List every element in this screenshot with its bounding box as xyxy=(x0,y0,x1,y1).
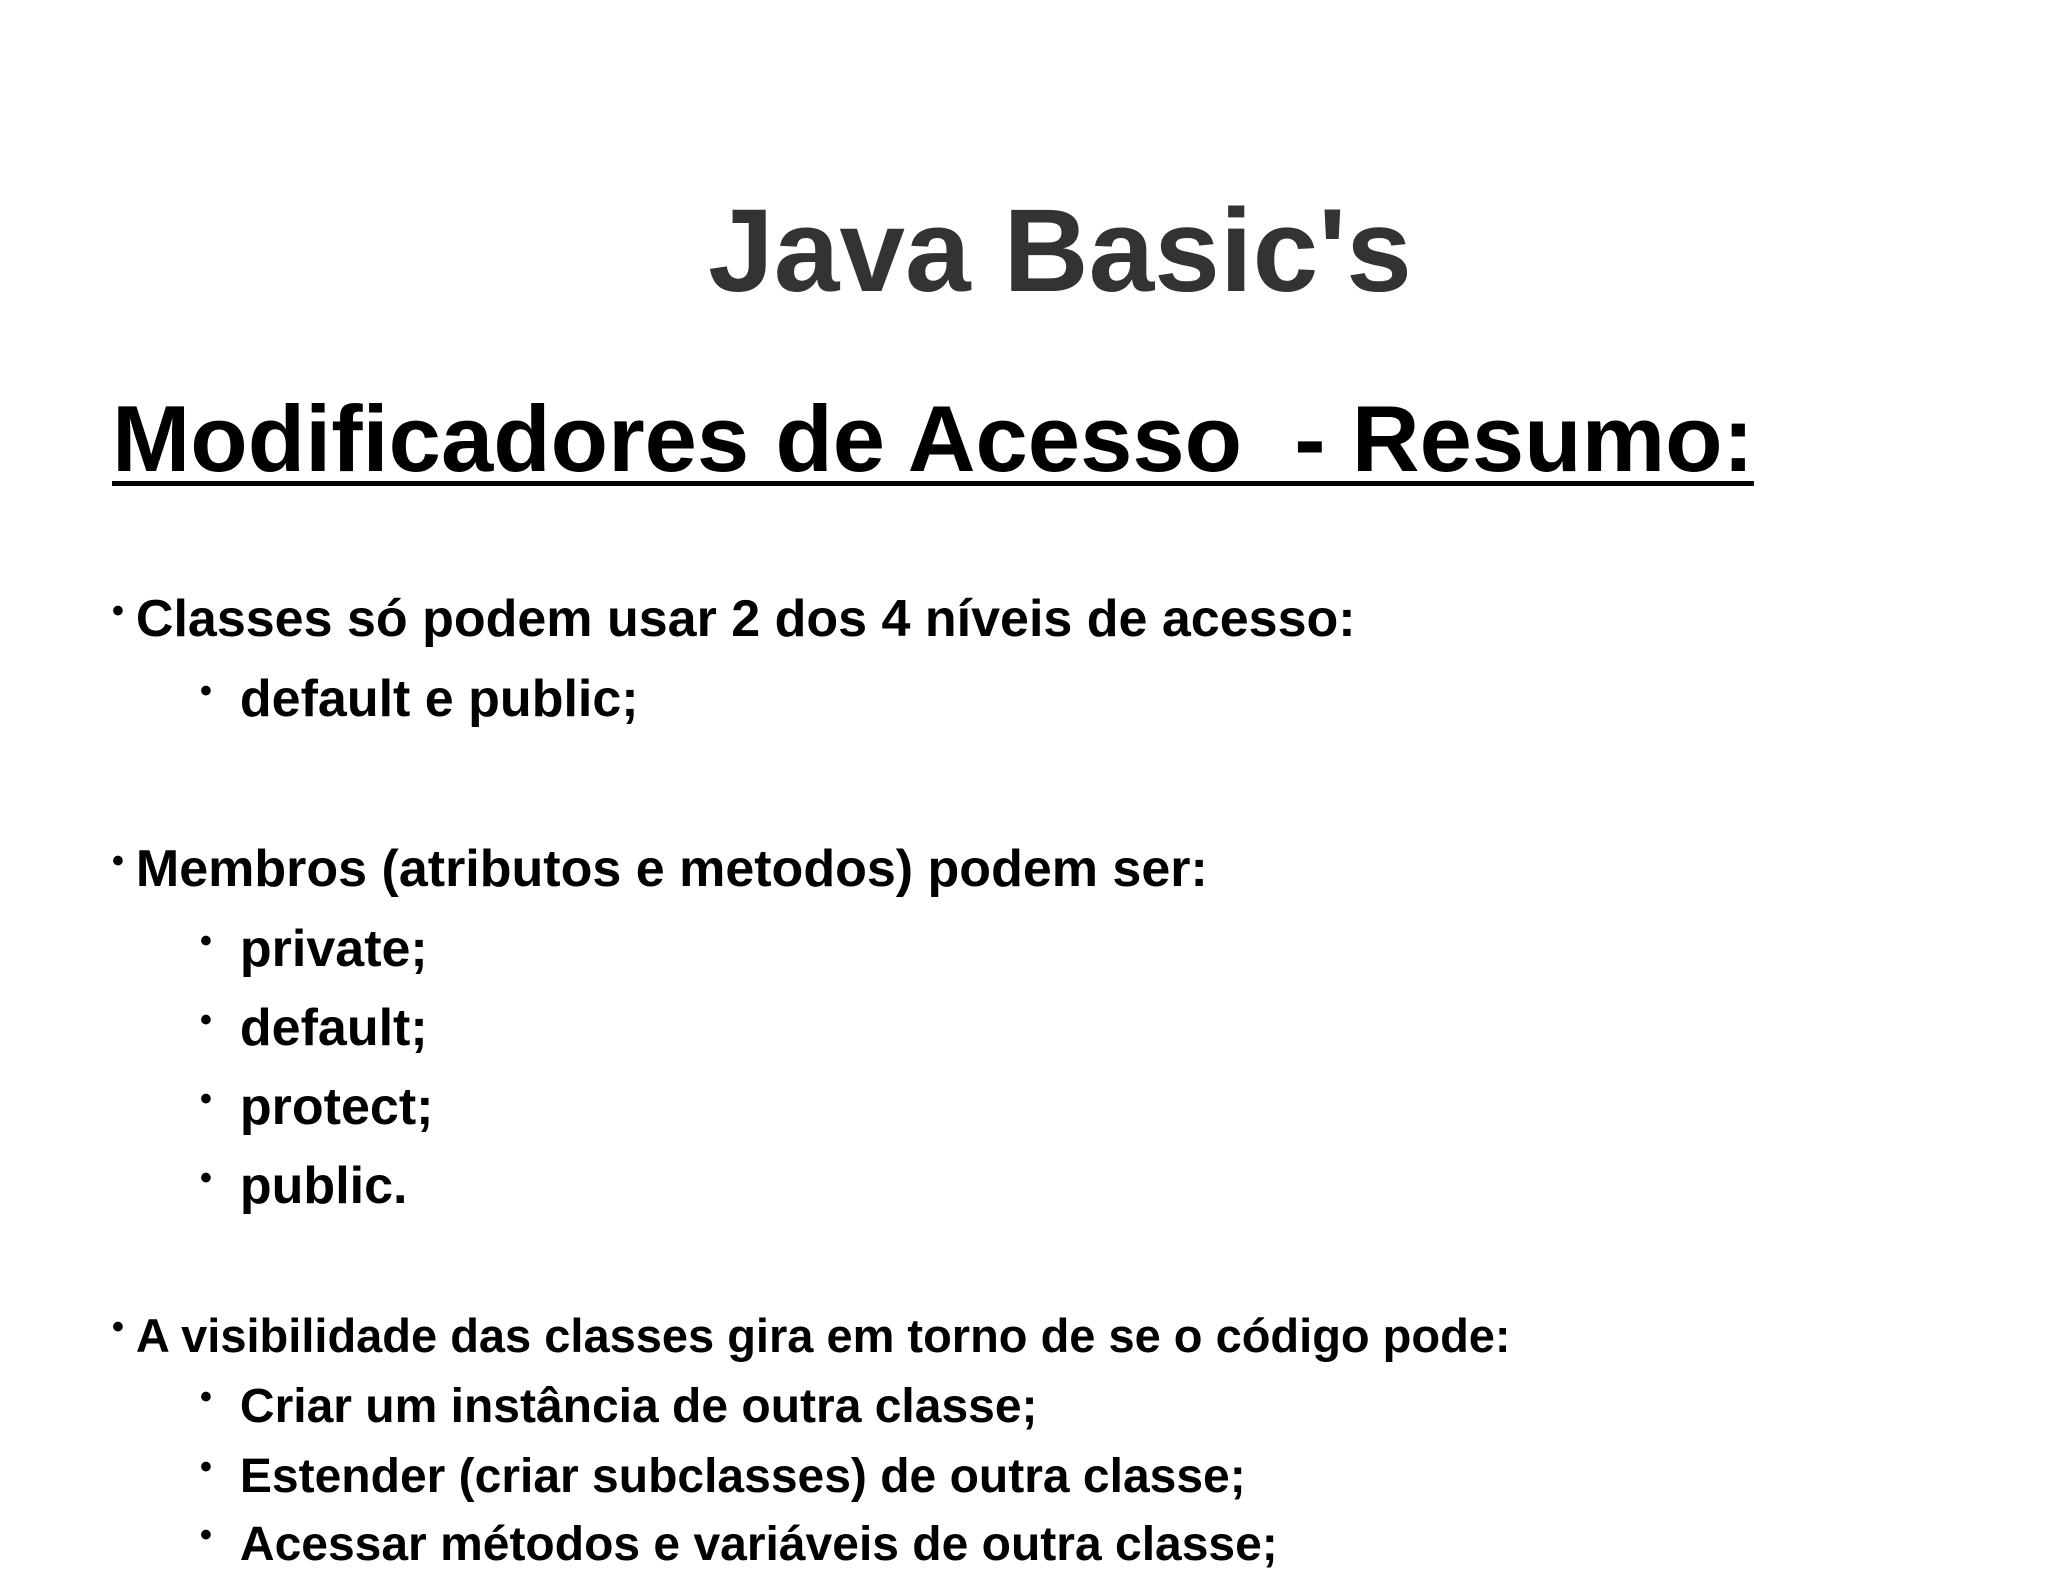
bullet-icon: • xyxy=(200,1448,212,1486)
sub-bullet-text: protect; xyxy=(239,1078,434,1136)
sub-bullet-text: public. xyxy=(239,1157,408,1215)
bullet-icon: • xyxy=(200,1080,212,1118)
bullet-icon: • xyxy=(112,842,124,880)
bullet-icon: • xyxy=(200,1001,212,1039)
bullet-text: Membros (atributos e metodos) podem ser: xyxy=(135,840,1208,898)
sub-bullet xyxy=(200,1518,1278,1569)
bullet-icon: • xyxy=(200,1159,212,1197)
sub-bullet xyxy=(200,920,428,978)
sub-bullet-text: default e public; xyxy=(239,670,639,728)
bullet-membros xyxy=(112,840,1208,898)
sub-bullet xyxy=(200,1157,408,1215)
bullet-visibilidade xyxy=(112,1308,1511,1362)
bullet-text: Classes só podem usar 2 dos 4 níveis de acesso: xyxy=(135,590,1356,648)
bullet-icon: • xyxy=(112,1308,124,1346)
sub-bullet xyxy=(200,1078,434,1136)
sub-bullet xyxy=(200,670,639,728)
bullet-icon: • xyxy=(200,1516,212,1554)
sub-bullet xyxy=(200,1450,1246,1501)
sub-bullet xyxy=(200,1380,1038,1431)
bullet-classes xyxy=(112,590,1356,648)
sub-bullet xyxy=(200,999,428,1057)
sub-bullet-text: Criar um instância de outra classe; xyxy=(239,1380,1038,1433)
bullet-icon: • xyxy=(200,1378,212,1416)
slide-title: Java Basic's xyxy=(708,185,1412,317)
bullet-icon: • xyxy=(200,922,212,960)
slide-subtitle: Modificadores de Acesso - Resumo: xyxy=(112,386,1754,491)
bullet-text: A visibilidade das classes gira em torno de se o código pode: xyxy=(135,1309,1511,1362)
bullet-icon: • xyxy=(200,672,212,710)
sub-bullet-text: Estender (criar subclasses) de outra classe; xyxy=(239,1450,1246,1503)
sub-bullet-text: Acessar métodos e variáveis de outra classe; xyxy=(239,1518,1278,1571)
sub-bullet-text: private; xyxy=(239,920,428,978)
bullet-icon: • xyxy=(112,592,124,630)
sub-bullet-text: default; xyxy=(239,999,428,1057)
